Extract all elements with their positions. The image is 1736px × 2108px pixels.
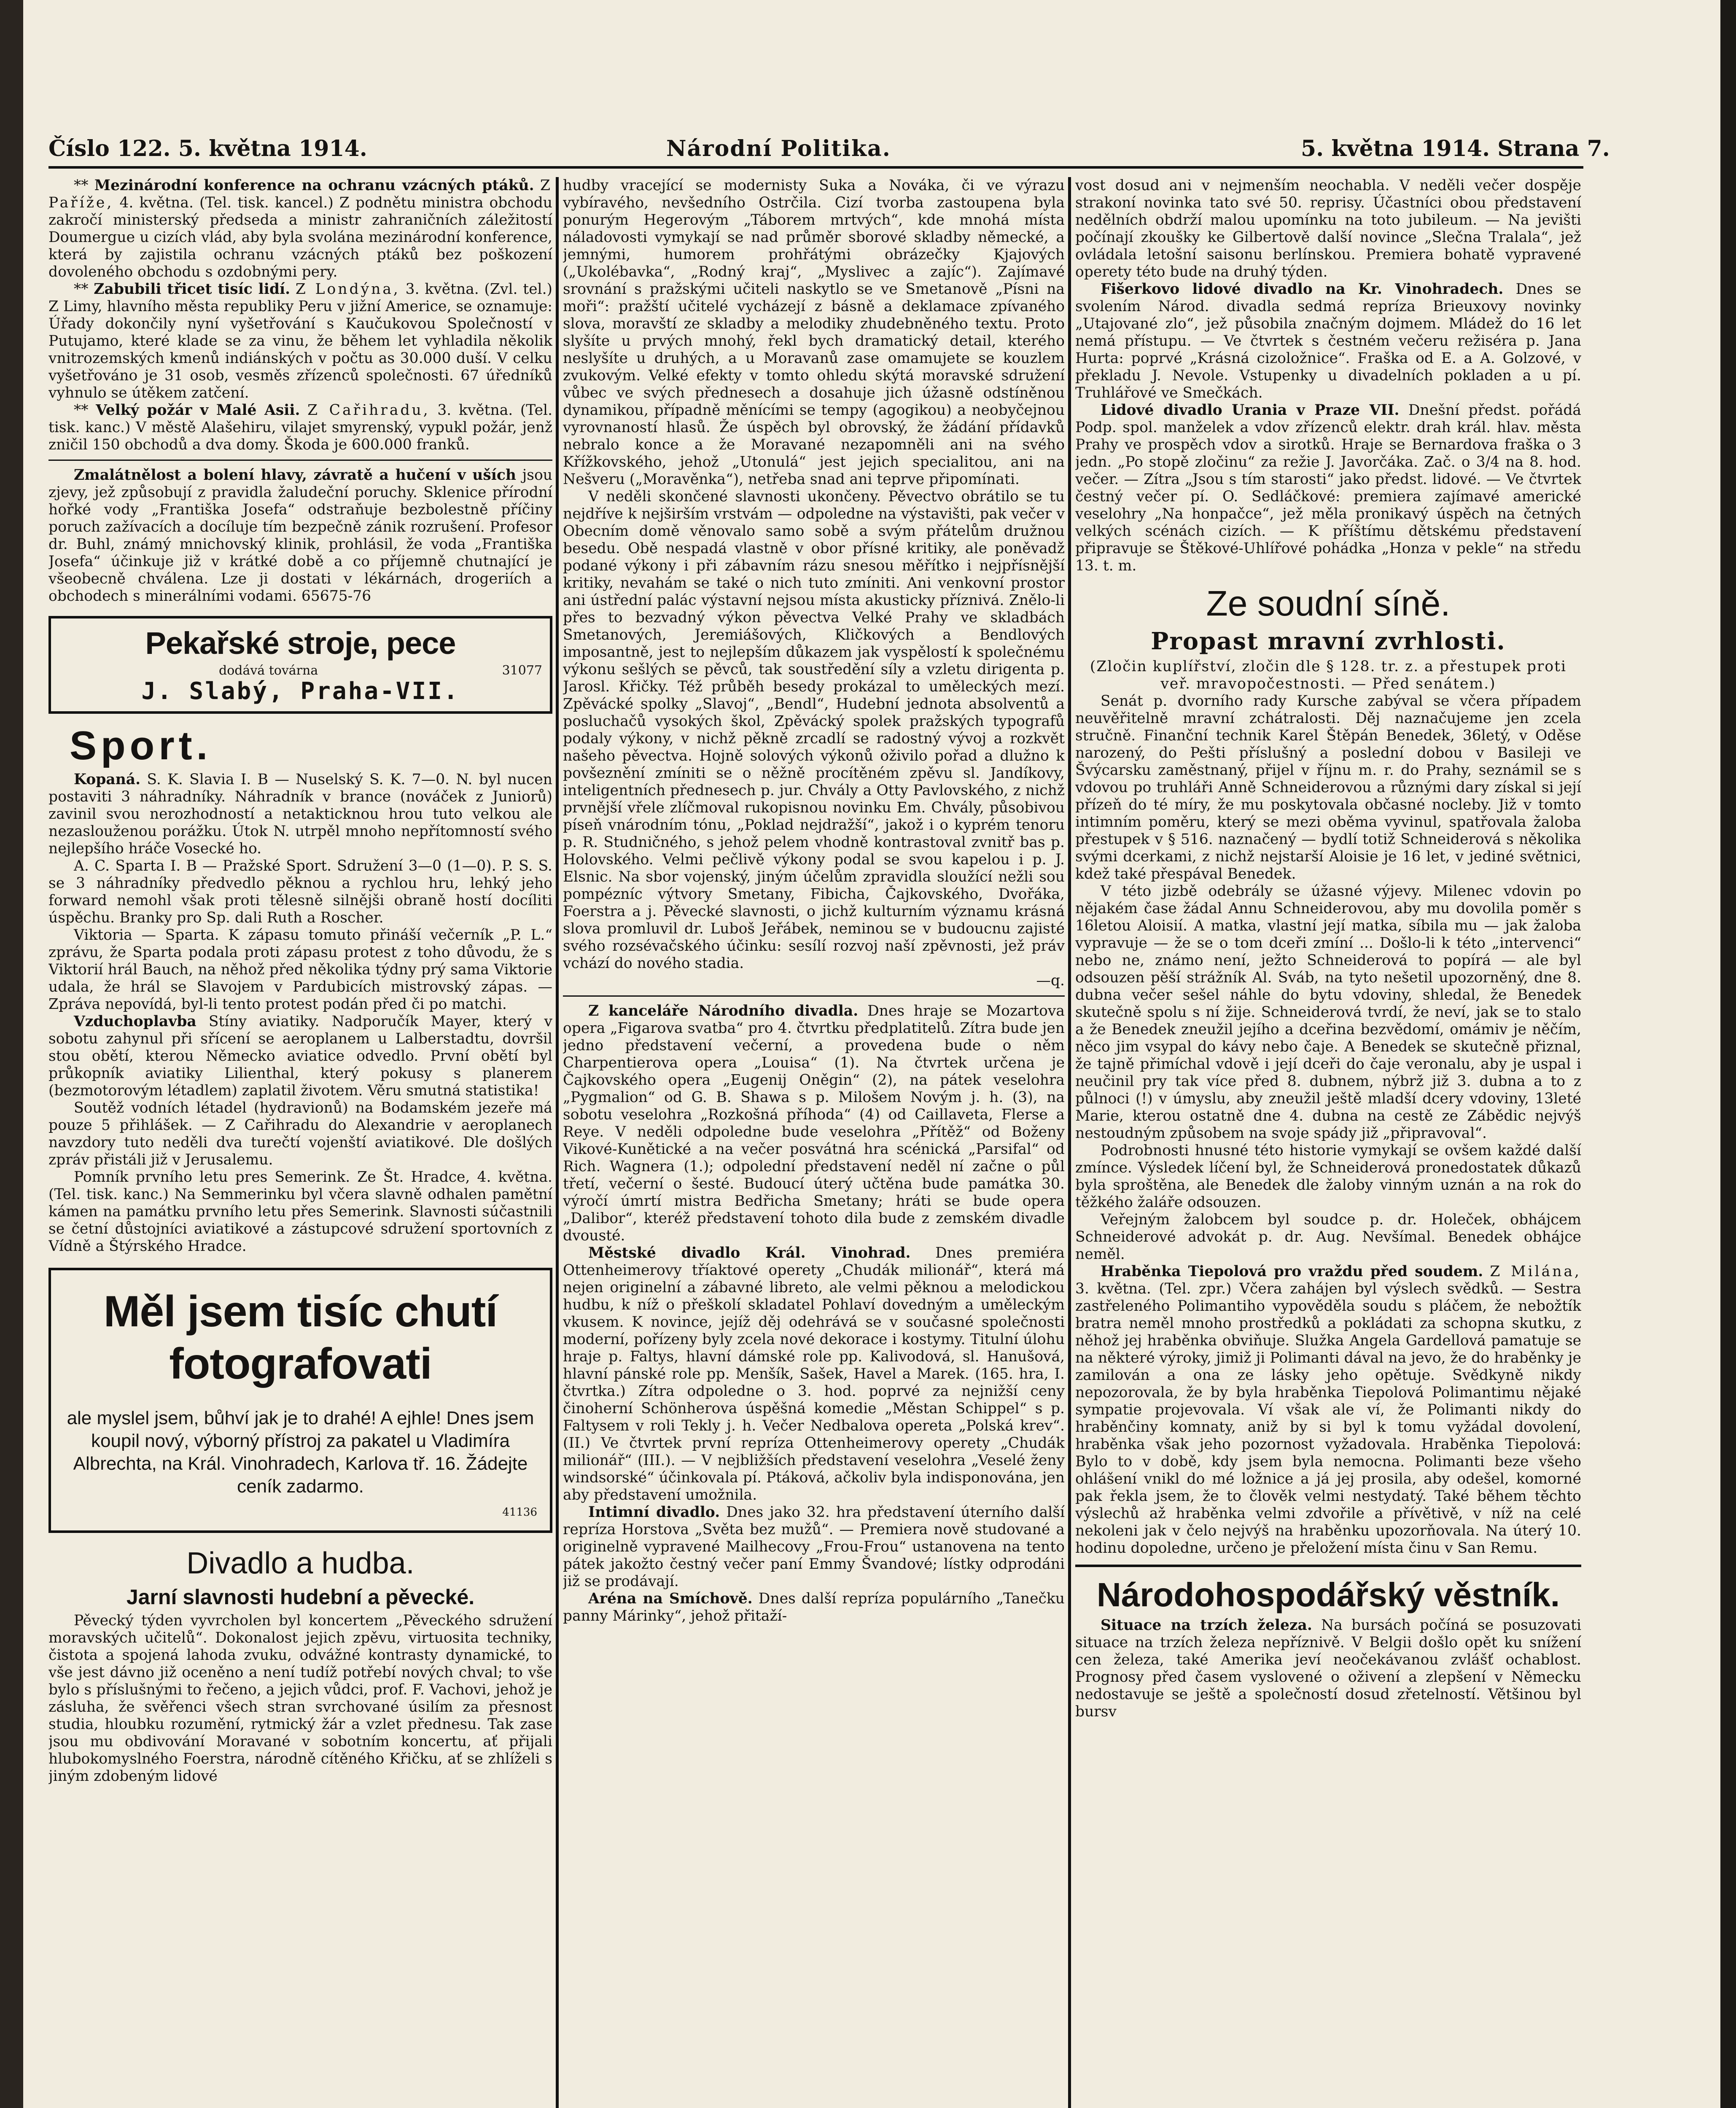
news-item: ** Velký požár v Malé Asii. Z Cařihradu, 3. května. (Tel. tisk. kanc.) V městě Alašehiru, vilajet smyrenský, vypukl požár, jenž zničil 150 obchodů a dva domy. Škoda je 600.000 franků. <box>48 402 552 453</box>
news-item: Hraběnka Tiepolová pro vraždu před soudem. Z Milána, 3. května. (Tel. zpr.) Včera zahájen byl výslech svědků. — Sestra zastřeleného Polimantiho vypověděla soudu s pláčem, že nebožtík bratra neměl mnoho prostředků a pokládati za schopna skutku, z něhož jej hraběnka obviňuje. Služka Angela Gardellová pamatuje se na některé výroky, jimiž ji Polimanti dával na jevo, že do hraběnky je zamilován a ona ze lásky jeho opětuje. Svědkyně nikdy nepozorovala, že by byla hraběnka Tiepolová Polimantimu nějaké sympatie projevovala. Ví však ale ví, že Polimanti nikdy do hraběnčiny komnaty, aniž by si byl k tomu vyžádal dovolení, hraběnka však jeho pozornost vyžadovala. Hraběnka Tiepolová: Bylo to v době, kdy jsem byla nemocna. Polimanti beze všeho ohlášení vnikl do mé ložnice a já jej prosila, aby odešel, komorné pak řekla jsem, že to člověk velmi nestydatý. Také během těchto výslechů až hraběnka velmi zdvořile a přívětivě, v níž na celé nekoleni jak v čelo nejvýš na hraběnku upozorňovala. Na úterý 10. hodinu dopoledne, určeno je přeložení místa činu v San Remu. <box>1075 1263 1581 1557</box>
sport-item: Soutěž vodních létadel (hydravionů) na Bodamském jezeře má pouze 5 přihlášek. — Z Cařihradu do Alexandrie v aeroplanech navzdory tuto neděli dva turečtí vojenští aviatikové. Dle došlých zpráv přistáli již v Jerusalemu. <box>48 1100 552 1168</box>
article-text: Veřejným žalobcem byl soudce p. dr. Holeček, obhájcem Schneiderové advokát p. dr. Aug. Nevšímal. Benedek obhájce neměl. <box>1075 1211 1581 1263</box>
ad-headline-2: fotografovati <box>169 1339 432 1388</box>
advertisement-baking-machines <box>48 616 552 714</box>
divider <box>563 995 1065 997</box>
author-signature: —q. <box>1036 972 1065 989</box>
article-text: V této jizbě odebrály se úžasné výjevy. Milenec vdovin po nějakém čase žádal Annu Schneiderovou, aby mu dovolila poměr s 16letou Aloisií. A matka, vlastní její matka, síbila mu — jak žaloba vypravuje — že se o tom dceři zmíní ... Došlo-li k této „intervenci“ nebo ne, známo není, ježto Schneiderová to popírá — ale byl odsouzen pěší strážník Al. Sváb, na tyto nešetil upozorněný, dne 8. dubna večer sešel náhle do bytu vdoviny, shledal, že Benedek skutečně spolu s ní žije. Schneiderová tvrdí, že neví, jak se to stalo a že Benedek zneužil jejího a dceřina bezvědomí, omámiv je něčím, něco jim vsypal do kávy nebo čaje. A Benedek se skutečně přiznal, že tajně přimíchal vdově i její dceři do čaje veronalu, aby je uspal i neučinil pry tak více před 8. dubnem, nýbrž již 3. dubna a to z půlnoci (!) v úmyslu, aby zneužil ještě mladší dcery vdoviny, 13leté Marie, kterou ostatně dne 4. dubna na cestě ze Zábědic nejvýš nestoudným způsobem na svoje spády již „připravoval“. <box>1075 883 1581 1142</box>
court-case-title: Propast mravní zvrhlosti. <box>1151 627 1506 655</box>
sport-item: Vzduchoplavba Stíny aviatiky. Nadporučík Mayer, který v sobotu zahynul při sřícení se aeroplanem u Lalberstadtu, dovršil stou obětí, kterou Německo aviatice odvedlo. První obětí byl průkopník aviatiky Lilienthal, který pokusy s planerem (bezmotorovým létadlem) zaplatil životem. Věru smutná statistika! <box>48 1013 552 1099</box>
ad-title: Pekařské stroje, pece <box>145 626 456 661</box>
column-3 <box>1075 177 1581 2108</box>
theatre-music-heading: Divadlo a hudba. <box>186 1546 414 1580</box>
ad-body: ale myslel jsem, bůhví jak je to drahé! A ejhle! Dnes jsem koupil nový, výborný přístroj za pakatel u Vladimíra Albrechta, na Král. Vinohradech, Karlova tř. 16. Žádejte ceník zadarmo. <box>67 1408 534 1497</box>
page-date-number: 5. května 1914. Strana 7. <box>1301 136 1610 161</box>
ad-supplier: dodává továrna <box>219 663 318 678</box>
ad-code: 31077 <box>502 663 542 678</box>
theatre-item: Městské divadlo Král. Vinohrad. Dnes premiéra Ottenheimerovy tříaktové operety „Chudák milionář“, která má nejen originelní a zábavné libreto, ale velmi pěknou a melodickou hudbu, k níž o přeškolí skladatel Pohlaví dovedným a uměleckým vkusem. K novince, jejíž děj odehrává se v současné společnosti moderní, pořízeny byly zcela nové dekorace i kostymy. Titulní úlohu hraje p. Faltys, hlavní dámské role pp. Kalivodová, sl. Hanušová, hlavní pánské role pp. Menšík, Sašek, Havel a Marek. (165. hra, I. čtvrtka.) Zítra odpoledne o 3. hod. poprvé za nejnižší ceny činoherní Schönherova úspěšná komedie „Městan Schippel“ s p. Faltysem v roli Tekly j. h. Večer Nedbalova opereta „Polská krev“. (II.) Ve čtvrtek první repríza Ottenheimerovy operety „Chudák milionář“ (III.). — V nejbližších představení veselohra „Veselé ženy windsorské“ účinkovala pí. Ptáková, ačkoliv byla indisponována, jen aby představení umožnila. <box>563 1245 1065 1503</box>
sport-item: Pomník prvního letu pres Semerink. Ze Št. Hradce, 4. května. (Tel. tisk. kanc.) Na Semmerinku byl včera slavně odhalen pamětní kámen na památku prvního letu přes Semerink. Slavnosti súčastnili se četní důstojníci aviatikové a zástupcové sdružení sportovních z Vídně a Štýrského Hradce. <box>48 1169 552 1255</box>
advertisement-photography <box>48 1268 552 1533</box>
column-2 <box>563 177 1065 2108</box>
court-charge: (Zločin kuplířství, zločin dle § 128. tr. z. a přestupek proti veř. mravopočestnosti. — Před senátem.) <box>1090 658 1567 692</box>
header-rule <box>48 166 1583 169</box>
advertorial: Zmalátnělost a bolení hlavy, závratě a hučení v uších jsou zjevy, jež způsobují z pravidla žaludeční poruchy. Sklenice přírodní hořké vody „Františka Josefa“ odstraňuje bezbolestně příčiny poruch zažívacích a docíluje tím bezpečně zánik rozrušení. Profesor dr. Buhl, známý mnichovský klinik, prohlásil, že voda „Františka Josefa“ účinkuje již v krátké době a co příjemně chutnající je všeobecně chválena. Lze ji dostati v lékárnách, drogeriích a obchodech s minerálními vodami. 65675-76 <box>48 467 552 605</box>
newspaper-title: Národní Politika. <box>666 136 891 161</box>
news-item: ** Zabubili třicet tisíc lidí. Z Londýna, 3. května. (Zvl. tel.) Z Limy, hlavního města republiky Peru v jižní Americe, se oznamuje: Úřady dokončily nyní vyšetřování s Kaučukovou Společností v Putujamo, které klade se za vinu, že během let vyhladila několik vnitrozemských kmenů indiánských v počtu as 30.000 duší. V celku vyšetřováno je 31 osob, vesměs zřízenců společnosti. 67 úředníků vyhnulo se útěkem zatčení. <box>48 281 552 401</box>
article-text: hudby vracející se modernisty Suka a Nováka, či ve výrazu vybíravého, nevšedního Ostrčila. Cizí tvorba zastoupena byla ponurým Hegerovým „Táborem mrtvých“, kde mnohá místa náladovosti vymykají se nad průměr sborové skladby německé, a jemnými, humorem prohřátými obrázečky Kjajových („Ukolébavka“, „Rodný kraj“, „Myslivec a zajíc“). Zajímavé srovnání s pražskými učiteli naskytlo se ve Smetanově „Písni na moři“: pražští učitelé vycházejí z básně a deklamace zpívaného slova, moravští ze skladby a melodiky zhudebněného textu. Proto slyšíte u prvých mnohý, řekl bych dramatický detail, kterého neslyšíte u druhých, a u Moravanů zase omamujete se kouzlem zvukovým. Velké efekty v tomto ohledu skýtá moravské sdružení vůbec ve svých přednesech a dosahuje jich úžasně odstíněnou dynamikou, případně měnícími se tempy (agogikou) a neobyčejnou vyrovnaností hlasů. Že úspěch byl obrovský, že žádání přídavků nebralo konce a že Moravané nezapomněli ani na svého Křížkovského, jehož „Utonulá“ jest jejich specialitou, ani na Nešveru („Moravěnka“), netřeba snad ani teprve připomínati. <box>563 177 1065 488</box>
theatre-item: Fišerkovo lidové divadlo na Kr. Vinohradech. Dnes se svolením Národ. divadla sedmá repríza Brieuxovy novinky „Utajované zlo“, jež působila značným dojmem. Mládež do 16 let nemá přístupu. — Ve čtvrtek s čestném večeru režiséra p. Jana Hurta: poprvé „Krásná cizoložnice“. Fraška od E. a A. Golzové, v překladu J. Nevole. Vstupenky u divadelních pokladen a u pí. Truhlářové ve Smečkách. <box>1075 281 1581 401</box>
theatre-item: Intimní divadlo. Dnes jako 32. hra představení úterního další repríza Horstova „Světa bez mužů“. — Premiera nově studované a originelně vypravené Mailhecovy „Frou-Frou“ ustanovena na tento pátek jakožto čestný večer paní Emmy Švandové; lístky odprodáni již se prodávají. <box>563 1504 1065 1590</box>
ad-code: 41136 <box>502 1506 537 1519</box>
article-text: Pěvecký týden vyvrcholen byl koncertem „Pěveckého sdružení moravských učitelů“. Dokonalost jejich zpěvu, virtuosita techniky, čistota a spojená lahoda zvuku, odvážné kontrasty dynamické, to vše jest dávno již oceněno a není tudíž potřebí nových chval; to vše bylo s příslušnými to řečeno, a jejich vůdci, prof. F. Vachovi, jehož je zásluha, že svěřenci všech stran svrchované úsilím za přesnost studia, hloubku rozumění, rytmický žár a vzlet přednesu. Tak zase jsou mu obdivování Moravané v sobotním koncertu, ať přijali hlubokomyslného Foerstra, národně cítěného Křičku, ať se zhlíželi s jiným zdobeným lidové <box>48 1612 552 1785</box>
theatre-item: Z kanceláře Národního divadla. Dnes hraje se Mozartova opera „Figarova svatba“ pro 4. čtvrtku předplatitelů. Zítra bude jen jedno představení večerní, a provedena bude o něm Charpentierova opera „Louisa“ (1). Na čtvrtek určena je Čajkovského opera „Eugenij Oněgin“ (2), na pátek veselohra „Pygmalion“ od G. B. Shawa s p. Milošem Novým j. h. (3), na sobotu veselohra „Rozkošná příhoda“ (4) od Caillaveta, Flerse a Reye. V neděli odpoledne bude veselohra „Přítěž“ od Boženy Vikové-Kunětické a na večer posvátná hra scénická „Parsifal“ od Rich. Wagnera (1.); odpolední představení neděl ní začne o půl třetí, večerní o šesté. Budoucí úterý učtěna bude památka 30. výročí úmrtí mistra Bedřicha Smetany; hráti se bude opera „Dalibor“, kteréž představení tohoto dila bude z zemském divadle dvousté. <box>563 1003 1065 1244</box>
sport-item: A. C. Sparta I. B — Pražské Sport. Sdružení 3—0 (1—0). P. S. S. se 3 náhradníky předvedlo pěknou a rychlou hru, lehký jeho forward nemohl však proti tělesně silnějši obraně hostí docíliti úspěchu. Branky pro Sp. dali Ruth a Roscher. <box>48 858 552 926</box>
ad-headline-1: Měl jsem tisíc chutí <box>103 1287 498 1336</box>
sport-section-heading: Sport. <box>70 723 212 768</box>
news-item: ** Mezinárodní konference na ochranu vzácných ptáků. Z Paříže, 4. května. (Tel. tisk. kancel.) Z podnětu ministra obchodu zakročí ministerský předseda a ministr zahraničních záležitostí Doumergue u cizích vlád, aby byla svolána mezinárodní konference, která by zajistila ochranu vzácných ptáků bez poškození dovoleného obchodu s ozdobnými pery. <box>48 177 552 280</box>
economy-item: Situace na trzích železa. Na bursách počíná se posuzovati situace na trzích železa nepříznivě. V Belgii došlo opět ku snížení cen železa, také Amerika jeví neočekávanou zvlášť ochablost. Prognosy před časem vyslovené o oživení a zlepšení v Německu nedostavuje se ještě a společností dosud zřetelností. Většinou byl bursv <box>1075 1617 1581 1720</box>
article-text: Senát p. dvorního rady Kursche zabýval se včera případem neuvěřitelně mravní zchátralosti. Děj naznačujeme jen zcela stručně. Finanční technik Karel Štěpán Benedek, 36letý, v Oděse narozený, do Pešti příslušný a poslední dobou v Basileji ve Švýcarsku zaměstnaný, přijel v říjnu m. r. do Prahy, seznámil se s vdovou po truhláři Anně Schneiderovou a různými dary získal si její přízeň do té míry, že mu poskytovala občasné nocleby. Již v tomto intimním poměru, který se mezi oběma vyvinul, spatřovala žaloba přestupek v § 516. naznačený — bydlí totiž Schneiderová s několika svými dcerkami, z nichž nejstarší Aloisie je 16 let, v jediné světnici, kdež také přespával Benedek. <box>1075 693 1581 882</box>
economy-section-heading: Národohospodářský věstník. <box>1096 1576 1560 1613</box>
divider <box>1075 1565 1581 1567</box>
issue-number-date: Číslo 122. 5. května 1914. <box>48 136 367 161</box>
theatre-item: Aréna na Smíchově. Dnes další repríza populárního „Tanečku panny Márinky“, jehož přitaží- <box>563 1590 1065 1624</box>
column-1 <box>48 177 552 2108</box>
ad-firm-name: J. Slabý, Praha-VII. <box>141 678 460 705</box>
scan-edge-left <box>0 0 23 2108</box>
article-text: Podrobnosti hnusné této historie vymykají se ovšem každé další zmínce. Výsledek líčení byl, že Schneiderová pronedostatek důkazů byla sproštěna, ale Benedek dle žaloby vinným uznán a na rok do těžkého žaláře odsouzen. <box>1075 1142 1581 1211</box>
scan-edge-right <box>1720 0 1736 2108</box>
sport-item: Kopaná. S. K. Slavia I. B — Nuselský S. K. 7—0. N. byl nucen postaviti 3 náhradníky. Náhradník v brance (nováček z Juniorů) zavinil svou nerozhodností a netakticknou hrou tuto velkou ale nezaslouženou porážku. Útok N. utrpěl mnoho nepřítomností svého nejlepšího hráče Vosecké ho. <box>48 771 552 857</box>
article-text: V neděli skončené slavnosti ukončeny. Pěvectvo obrátilo se tu nejdříve k nejširším vrstvám — odpoledne na výstavišti, pak večer v Obecním domě věnovalo samo sobě a svým přátelům družnou besedu. Obě nespadá vlastně v obor přísné kritiky, ale poněvadž podané výkony i při zábavním rázu snesou měřítko i nejpřísnější kritiky, nevahám se také o nich tuto zmíniti. Ani venkovní prostor ani ústřední palác výstavní nejsou místa akusticky příznivá. Znělo-li přes to bezvadný výkon pěvectva Velké Prahy ve skladbách Smetanových, Jeremiášových, Kličkových a Bendlových imposantně, jest to nejlepším důkazem jak vyspělostí k společnému výkonu sešlých se pěvců, tak soustředění síly a vzletu dirigenta p. Jarosl. Křičky. Též průběh besedy prokázal to uměleckých mezí. Zpěvácké spolky „Slavoj“, „Bendl“, Hudební jednota absolventů a posluchačů vysokých škol, Zpěvácký spolek pražských typografů podaly výkony, v nichž pěkně zrcadlí se radostný vývoj a rozkvět našeho pěvectva. Hojně solových výkonů oživilo pořad a dlužno k povšeznění zmíniti se o něžně procítěném zpěvu sl. Jandíkovy, inteligentních přednesech p. jur. Chvály a Otty Pavlovského, z nichž prvnější vřele zlíčmoval rukopisnou novinku Em. Chvály, působivou píseň vnárodním tónu, „Poklad nejdražší“, jakož i o kyprém tenoru p. R. Studničného, s jehož pelem vhodně kontrastoval zvnitř bas p. Holovského. Velmi pečlivě výkony podal se svou kapelou i p. J. Elsnic. Na sbor vojenský, jiným účelům zpravidla sloužící nežli sou pompézníc výtvory Smetany, Fibicha, Čajkovského, Dvořáka, Foerstra a j. Pěvecké slavnosti, o jichž kulturním významu krásná slova promluvil dr. Luboš Jeřábek, neminou se v budoucnu zajisté svého rozsévačského účinku: sesílí rozvoj naší zpěvnosti, jež práv vchází do nového stadia. <box>563 488 1065 972</box>
article-text: vost dosud ani v nejmenším neochabla. V neděli večer dospěje strakoní novinka tato své 50. reprisy. Účastníci obou představení nedělních obdrží malou upomínku na toto jubileum. — Na jevišti počínají zkoušky ke Gilbertově další novince „Slečna Tralala“, jež ovládala letošní saisonu berlínskou. Premiera bohatě vypravené operety této bude na druhý týden. <box>1075 177 1581 280</box>
music-festival-subheading: Jarní slavnosti hudební a pěvecké. <box>126 1585 475 1609</box>
divider <box>48 460 552 461</box>
court-section-heading: Ze soudní síně. <box>1206 583 1451 623</box>
sport-item: Viktoria — Sparta. K zápasu tomuto přináší večerník „P. L.“ zprávu, že Sparta podala proti zápasu protest z toho důvodu, že s Viktorií hrál Bauch, na něhož před několika týdny prý sama Viktorie udala, že hrál se Slavojem v Pardubicích mistrovský zápas. — Zpráva nepovídá, byl-li tento protest podán před či po matchi. <box>48 927 552 1013</box>
theatre-item: Lidové divadlo Urania v Praze VII. Dnešní předst. pořádá Podp. spol. manželek a vdov zřízenců elektr. drah král. hlav. města Prahy ve prospěch vdov a sirotků. Hraje se Bernardova fraška o 3 jedn. „Po stopě zločinu“ za režie J. Javorčáka. Zač. o 3/4 na 8. hod. večer. — Zítra „Jsou s tím starosti“ jako předst. lidové. — Ve čtvrtek čestný večer pí. O. Sedláčkové: premiera zajímavé americké veselohry „Na honpačce“, jež měla pronikavý úspěch na četných velkých scénách cizích. — K příštímu dětskému představení připravuje se Štěkové-Uhlířové pohádka „Honza v pekle“ na středu 13. t. m. <box>1075 402 1581 574</box>
column-divider-2 <box>1068 177 1071 2108</box>
column-divider-1 <box>556 177 559 2108</box>
